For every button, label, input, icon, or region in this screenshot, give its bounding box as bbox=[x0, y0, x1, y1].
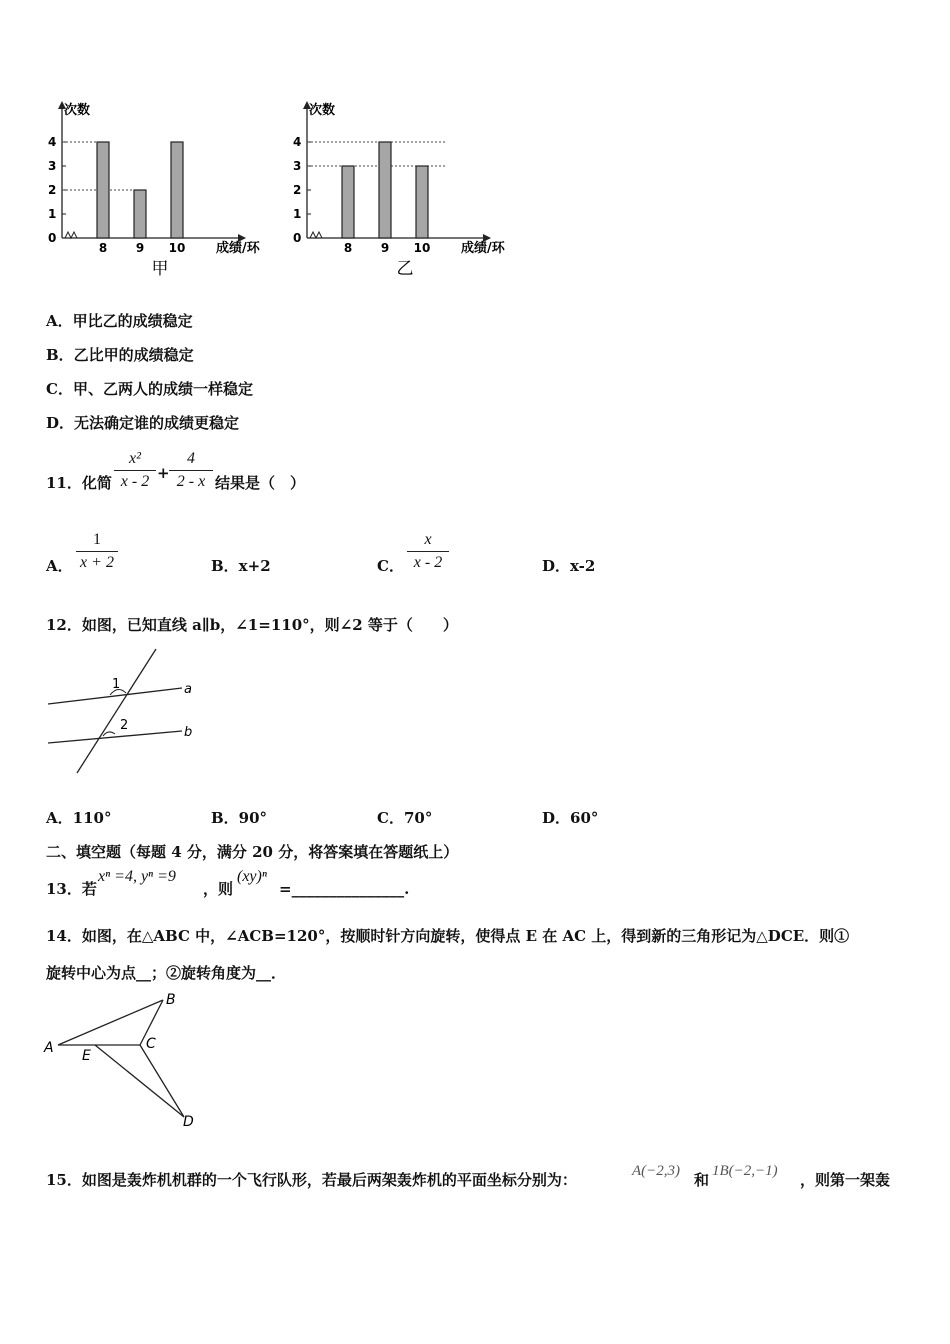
q12-angle-2-label: 2 bbox=[120, 718, 129, 733]
q11-plus: + bbox=[157, 464, 170, 482]
q12-stem: 12．如图，已知直线 a∥b，∠1=110°，则∠2 等于（ ） bbox=[46, 616, 458, 634]
y-tick-label: 1 bbox=[293, 207, 302, 221]
x-tick-label: 9 bbox=[380, 241, 390, 255]
q12-option-c: C．70° bbox=[377, 809, 433, 827]
q14-stem-line-2: 旋转中心为点__；②旋转角度为__． bbox=[46, 964, 287, 982]
q11-frac1-numerator: x² bbox=[129, 450, 141, 467]
y-tick-label: 0 bbox=[48, 231, 57, 245]
x-tick-label: 8 bbox=[343, 241, 353, 255]
q14-stem-line-1: 14．如图，在△ABC 中，∠ACB=120°，按顺时针方向旋转，使得点 E 在 AC 上，得到新的三角形记为△DCE．则① bbox=[46, 927, 850, 945]
q11-option-a-label: A． bbox=[46, 557, 73, 575]
q11-optA-numerator: 1 bbox=[93, 531, 101, 548]
axis-break-icon bbox=[65, 232, 77, 238]
q12-option-a: A．110° bbox=[46, 809, 112, 827]
q11-frac2-denominator: 2 - x bbox=[176, 473, 206, 490]
q11-option-a-fraction bbox=[76, 531, 118, 572]
q12-option-d: D．60° bbox=[542, 809, 599, 827]
bar-8 bbox=[97, 142, 109, 238]
q15-prefix: 15．如图是轰炸机机群的一个飞行队形，若最后两架轰炸机的平面坐标分别为： bbox=[46, 1171, 577, 1189]
x-tick-label: 8 bbox=[98, 241, 108, 255]
x-axis-label: 成绩/环 bbox=[216, 241, 260, 256]
q10-option-c: C．甲、乙两人的成绩一样稳定 bbox=[46, 380, 253, 398]
y-axis-label: 次数 bbox=[309, 103, 336, 118]
q13-prefix: 13．若 bbox=[46, 880, 97, 898]
y-tick-label: 4 bbox=[48, 135, 57, 149]
axis-break-icon bbox=[310, 232, 322, 238]
q11-suffix: 结果是（ ） bbox=[215, 474, 306, 492]
bar-9 bbox=[134, 190, 146, 238]
q13-expression-2: (xy)ⁿ bbox=[237, 868, 267, 885]
q15-coordinate-b: 1B(−2,−1) bbox=[712, 1163, 778, 1179]
y-tick-label: 3 bbox=[293, 159, 302, 173]
y-tick-label: 2 bbox=[293, 183, 302, 197]
q10-option-a: A．甲比乙的成绩稳定 bbox=[46, 312, 193, 330]
q11-frac1-denominator: x - 2 bbox=[120, 473, 150, 490]
q14-point-a-label: A bbox=[44, 1040, 54, 1056]
x-tick-label: 9 bbox=[135, 241, 145, 255]
q11-prefix: 11．化简 bbox=[46, 474, 112, 492]
bar-9 bbox=[379, 142, 391, 238]
chart-name: 甲 bbox=[151, 259, 169, 279]
q15-middle: 和 bbox=[694, 1171, 710, 1189]
y-tick-label: 1 bbox=[48, 207, 57, 221]
section-2-heading: 二、填空题（每题 4 分，满分 20 分，将答案填在答题纸上） bbox=[46, 843, 459, 861]
q14-point-e-label: E bbox=[82, 1048, 91, 1064]
q11-optA-denominator: x + 2 bbox=[80, 554, 114, 571]
y-axis-label: 次数 bbox=[64, 103, 91, 118]
q11-option-d: D．x-2 bbox=[542, 557, 596, 575]
q11-option-c-fraction bbox=[407, 531, 449, 572]
y-tick-label: 2 bbox=[48, 183, 57, 197]
bar-8 bbox=[342, 166, 354, 238]
q11-fraction-1 bbox=[114, 450, 156, 491]
chart-name: 乙 bbox=[396, 259, 414, 279]
q14-point-c-label: C bbox=[146, 1036, 156, 1052]
q11-optC-denominator: x - 2 bbox=[413, 554, 443, 571]
q11-optC-numerator: x bbox=[424, 531, 432, 548]
q13-expression-1: xⁿ =4, yⁿ =9 bbox=[98, 868, 176, 885]
q14-triangle-figure bbox=[40, 990, 210, 1130]
q14-point-d-label: D bbox=[183, 1114, 194, 1130]
x-tick-label: 10 bbox=[413, 241, 431, 255]
q11-frac2-numerator: 4 bbox=[187, 450, 195, 467]
q10-option-d: D．无法确定谁的成绩更稳定 bbox=[46, 414, 240, 432]
q12-line-b-label: b bbox=[184, 725, 193, 740]
bar-10 bbox=[171, 142, 183, 238]
q11-option-c-label: C． bbox=[377, 557, 404, 575]
q15-suffix: ，则第一架轰 bbox=[800, 1171, 891, 1189]
bar-10 bbox=[416, 166, 428, 238]
q13-middle: ，则 bbox=[203, 880, 234, 898]
x-tick-label: 10 bbox=[168, 241, 186, 255]
q14-point-b-label: B bbox=[166, 992, 176, 1008]
q13-answer-blank: =_______________. bbox=[279, 880, 410, 898]
bar-chart-jia bbox=[40, 95, 280, 285]
q12-angle-1-label: 1 bbox=[112, 677, 121, 692]
y-tick-label: 0 bbox=[293, 231, 302, 245]
x-axis-label: 成绩/环 bbox=[461, 241, 505, 256]
q10-option-b: B．乙比甲的成绩稳定 bbox=[46, 346, 194, 364]
q15-coordinate-a: A(−2,3) bbox=[632, 1163, 681, 1179]
y-tick-label: 4 bbox=[293, 135, 302, 149]
q11-option-b: B．x+2 bbox=[211, 557, 271, 575]
q11-fraction-2 bbox=[169, 450, 213, 491]
q12-option-b: B．90° bbox=[211, 809, 268, 827]
q12-parallel-lines-figure bbox=[40, 645, 210, 780]
q12-line-a-label: a bbox=[184, 682, 192, 697]
y-tick-label: 3 bbox=[48, 159, 57, 173]
bar-chart-yi bbox=[285, 95, 525, 285]
